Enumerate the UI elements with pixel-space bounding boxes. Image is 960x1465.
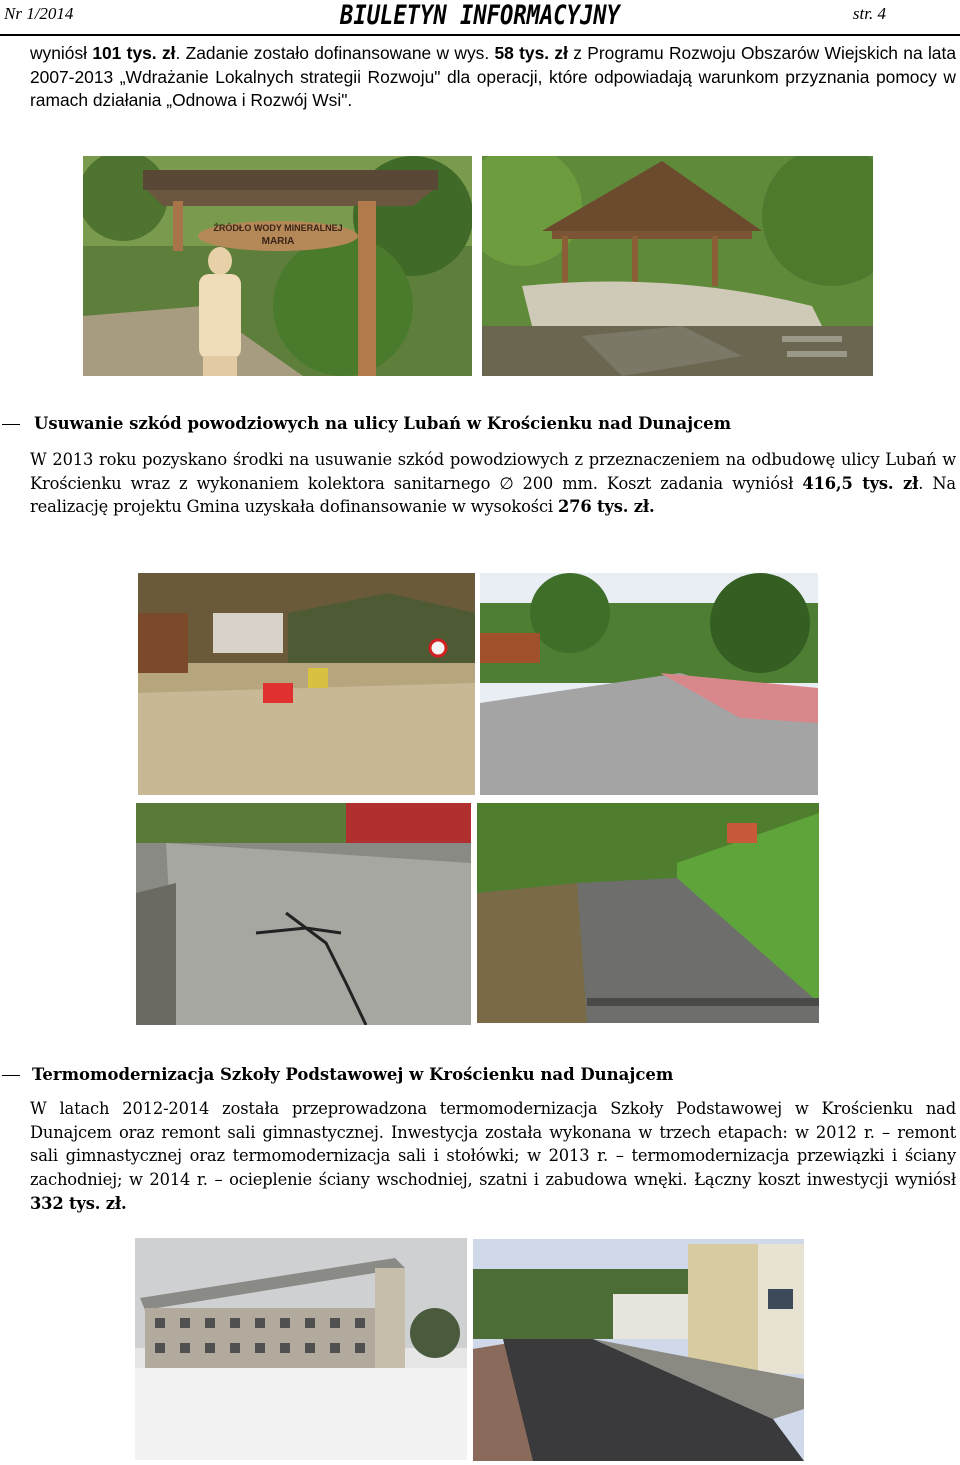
dash: [2, 424, 20, 425]
section-title-text: Usuwanie szkód powodziowych na ulicy Lubań w Krościenku nad Dunajcem: [34, 414, 732, 433]
text: z Programu Rozwoju Obszarów Wiejskich na lata 2007-2013 „Wdrażanie Lokalnych strategii Rozwoju" dla operacji, które odpowiadają warunkom przyznania pomocy w ramach działania „Odnowa i Rozwój Wsi".: [30, 43, 956, 110]
text: . Na realizację projektu Gmina uzyskała dofinansowanie w wysokości: [30, 473, 956, 517]
amount: 332 tys. zł.: [30, 1193, 127, 1213]
section-title-school: [0, 1065, 673, 1084]
page-number: str. 4: [852, 4, 886, 23]
page-header: [0, 0, 960, 36]
photo-mineral-spring-sign: [83, 156, 472, 376]
section-title-text: Termomodernizacja Szkoły Podstawowej w Krościenku nad Dunajcem: [32, 1065, 674, 1084]
amount: 416,5 tys. zł: [802, 473, 919, 493]
text: W latach 2012-2014 została przeprowadzona termomodernizacja Szkoły Podstawowej w Krościenku nad Dunajcem oraz remont sali gimnastycznej. Inwestycja została wykonana w trzech etapach: w 2012 r. – remont sali gimnastycznej oraz termomodernizacja sali i stołówki; w 2013 r. – termomodernizacja przewiązki i ściany zachodniej; w 2014 r. – ocieplenie ściany wschodniej, szatni i zabudowa wnęki. Łączny koszt inwestycji wyniósł: [30, 1099, 956, 1190]
sign-text: ŹRÓDŁO WODY MINERALNEJ: [213, 223, 343, 233]
school-paragraph: [30, 1097, 956, 1216]
dash: [2, 1075, 20, 1076]
amount: 58 tys. zł: [494, 43, 568, 63]
bulletin-title: BIULETYN INFORMACYJNY: [340, 0, 620, 31]
photo-road-repaired: [477, 803, 819, 1023]
photo-road-construction: [138, 573, 475, 795]
photo-wooden-gazebo: [482, 156, 873, 376]
section-title-flood: [0, 414, 731, 433]
photo-school-winter: [135, 1238, 467, 1460]
text: wyniósł: [30, 43, 93, 63]
amount: 101 tys. zł: [92, 43, 176, 63]
text: W 2013 roku pozyskano środki na usuwanie szkód powodziowych z przeznaczeniem na odbudowę ulicy Lubań w Krościenku wraz z wykonaniem kolektora sanitarnego ∅ 200 mm. Koszt zadania wyniósł: [30, 450, 956, 493]
photo-school-summer: [473, 1239, 804, 1461]
text: . Zadanie zostało dofinansowane w wys.: [175, 43, 495, 63]
amount: 276 tys. zł.: [558, 497, 655, 517]
flood-paragraph: [30, 448, 956, 519]
issue-number: Nr 1/2014: [4, 4, 74, 23]
intro-paragraph: [30, 42, 956, 113]
photo-road-after: [480, 573, 818, 795]
sign-text: MARIA: [261, 236, 295, 247]
photo-road-cracked: [136, 803, 471, 1025]
